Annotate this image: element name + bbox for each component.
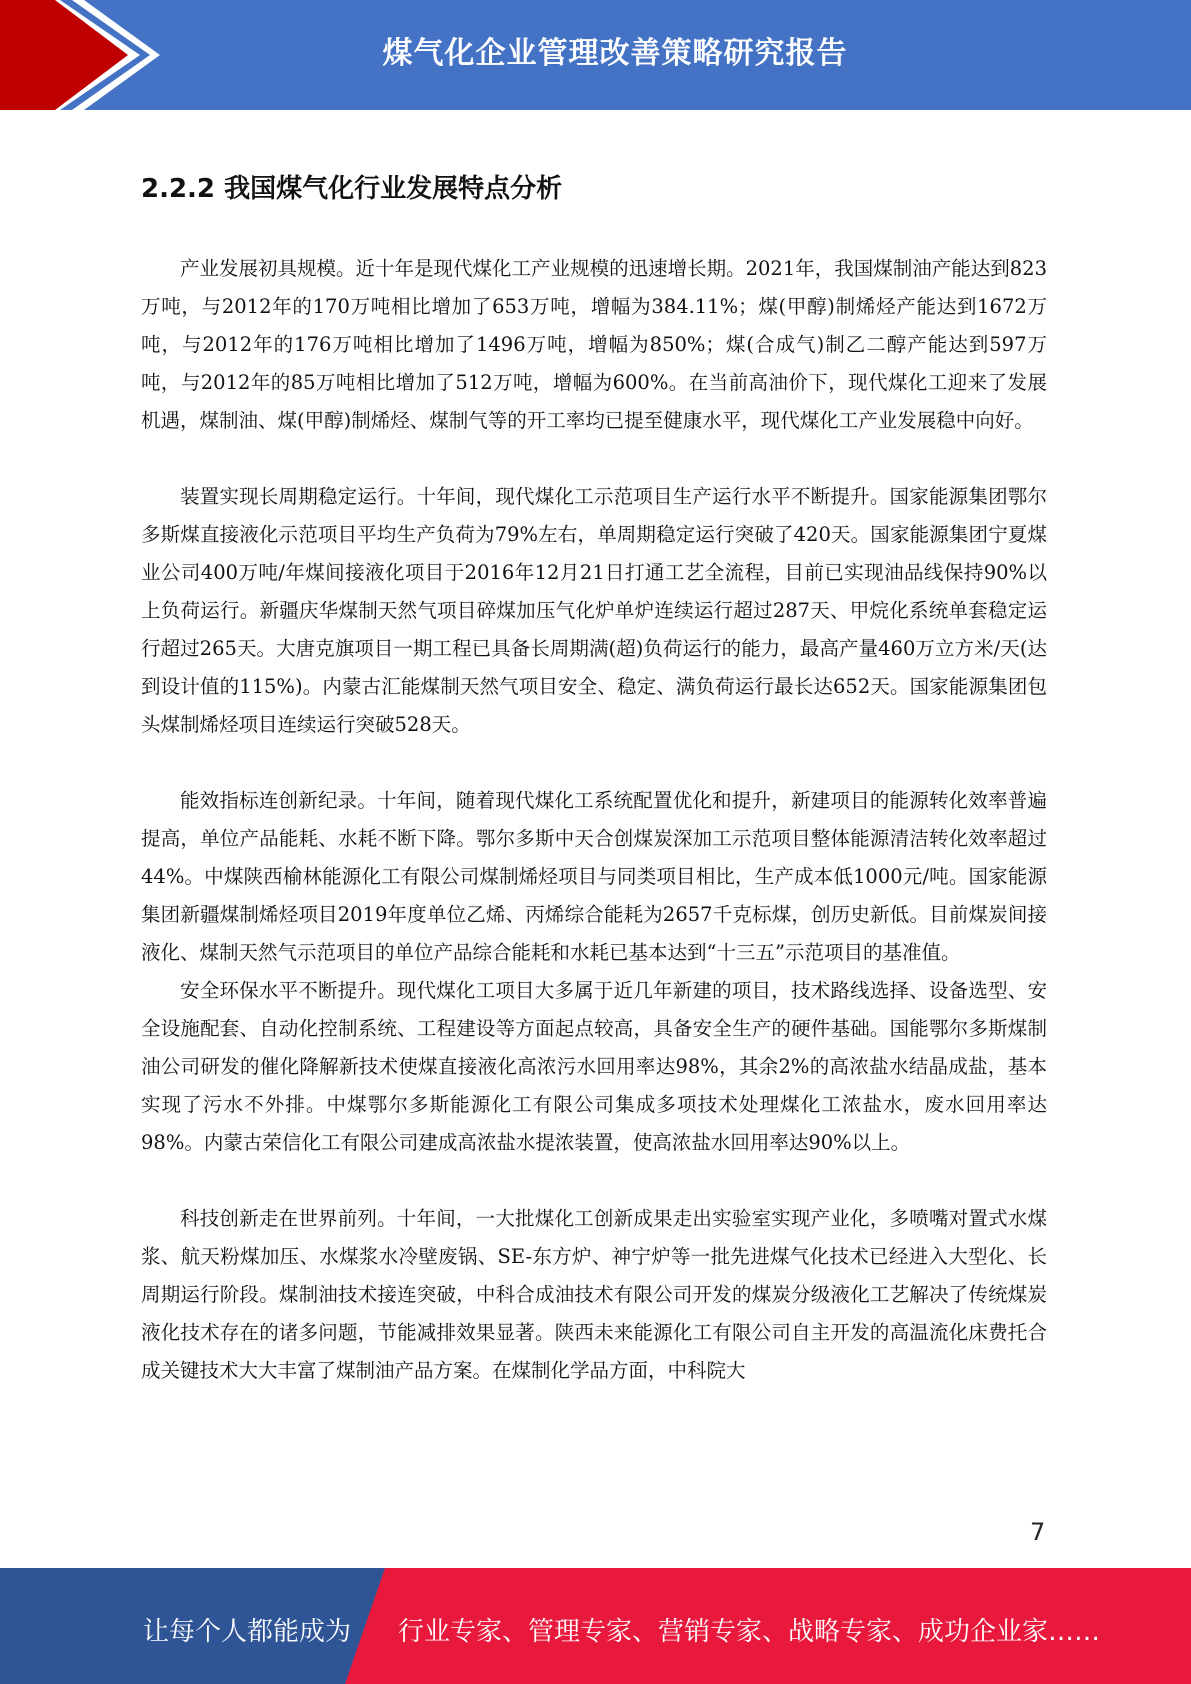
body-text	[141, 250, 1047, 1390]
paragraph-efficiency: 能效指标连创新纪录。十年间，随着现代煤化工系统配置优化和提升，新建项目的能源转化效率普遍提高，单位产品能耗、水耗不断下降。鄂尔多斯中天合创煤炭深加工示范项目整体能源清洁转化效率超过44%。中煤陕西榆林能源化工有限公司煤制烯烃项目与同类项目相比，生产成本低1000元/吨。国家能源集团新疆煤制烯烃项目2019年度单位乙烯、丙烯综合能耗为2657千克标煤，创历史新低。目前煤炭间接液化、煤制天然气示范项目的单位产品综合能耗和水耗已基本达到“十三五”示范项目的基准值。	[141, 789, 1047, 964]
paragraph-innovation: 科技创新走在世界前列。十年间，一大批煤化工创新成果走出实验室实现产业化，多喷嘴对置式水煤浆、航天粉煤加压、水煤浆水冷壁废锅、SE-东方炉、神宁炉等一批先进煤气化技术已经进入大型化、长周期运行阶段。煤制油技术接连突破，中科合成油技术有限公司开发的煤炭分级液化工艺解决了传统煤炭液化技术存在的诸多问题，节能减排效果显著。陕西未来能源化工有限公司自主开发的高温流化床费托合成关键技术大大丰富了煤制油产品方案。在煤制化学品方面，中科院大	[141, 1207, 1047, 1382]
footer-slogan-left: 让每个人都能成为	[143, 1617, 352, 1647]
page-number: 7	[1030, 1518, 1046, 1546]
paragraph-stable-operation: 装置实现长周期稳定运行。十年间，现代煤化工示范项目生产运行水平不断提升。国家能源集团鄂尔多斯煤直接液化示范项目平均生产负荷为79%左右，单周期稳定运行突破了420天。国家能源集团宁夏煤业公司400万吨/年煤间接液化项目于2016年12月21日打通工艺全流程，目前已实现油品线保持90%以上负荷运行。新疆庆华煤制天然气项目碎煤加压气化炉单炉连续运行超过287天、甲烷化系统单套稳定运行超过265天。大唐克旗项目一期工程已具备长周期满(超)负荷运行的能力，最高产量460万立方米/天(达到设计值的115%)。内蒙古汇能煤制天然气项目安全、稳定、满负荷运行最长达652天。国家能源集团包头煤制烯烃项目连续运行突破528天。	[141, 485, 1047, 736]
page-header	[0, 0, 1191, 110]
section-heading: 2.2.2 我国煤气化行业发展特点分析	[141, 174, 563, 204]
footer-slogan-right: 行业专家、管理专家、营销专家、战略专家、成功企业家……	[398, 1617, 1101, 1647]
paragraph-scale: 产业发展初具规模。近十年是现代煤化工产业规模的迅速增长期。2021年，我国煤制油产能达到823万吨，与2012年的170万吨相比增加了653万吨，增幅为384.11%；煤(甲醇)制烯烃产能达到1672万吨，与2012年的176万吨相比增加了1496万吨，增幅为850%；煤(合成气)制乙二醇产能达到597万吨，与2012年的85万吨相比增加了512万吨，增幅为600%。在当前高油价下，现代煤化工迎来了发展机遇，煤制油、煤(甲醇)制烯烃、煤制气等的开工率均已提至健康水平，现代煤化工产业发展稳中向好。	[141, 257, 1047, 432]
paragraph-safety: 安全环保水平不断提升。现代煤化工项目大多属于近几年新建的项目，技术路线选择、设备选型、安全设施配套、自动化控制系统、工程建设等方面起点较高，具备安全生产的硬件基础。国能鄂尔多斯煤制油公司研发的催化降解新技术使煤直接液化高浓污水回用率达98%，其余2%的高浓盐水结晶成盐，基本实现了污水不外排。中煤鄂尔多斯能源化工有限公司集成多项技术处理煤化工浓盐水，废水回用率达98%。内蒙古荣信化工有限公司建成高浓盐水提浓装置，使高浓盐水回用率达90%以上。	[141, 979, 1047, 1154]
report-title: 煤气化企业管理改善策略研究报告	[382, 36, 848, 71]
page-footer	[0, 1568, 1191, 1684]
